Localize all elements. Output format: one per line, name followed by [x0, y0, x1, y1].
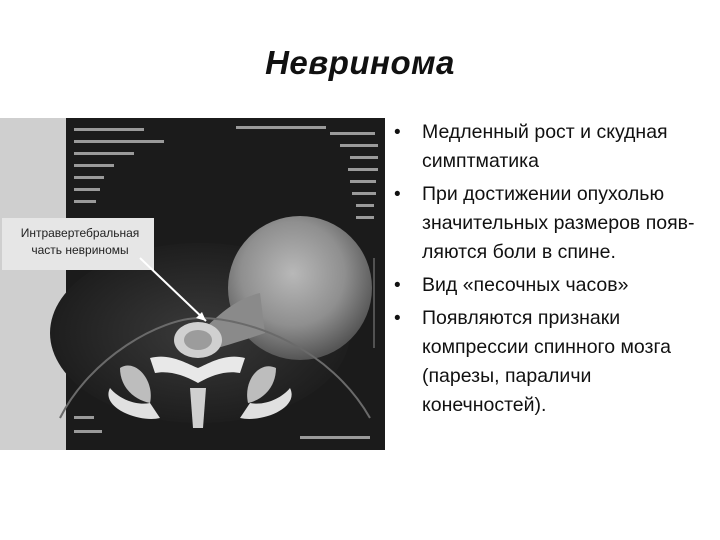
bullet-dot-icon: • — [394, 184, 401, 205]
ct-scan-image — [0, 118, 385, 450]
callout-label — [6, 225, 154, 259]
bullet-text: Медленный рост и скудная симптматика — [422, 121, 668, 172]
bullet-item — [392, 180, 712, 267]
bullet-dot-icon: • — [394, 308, 401, 329]
bullet-text: Появляются признаки компрессии спинного мозга (парезы, параличи конечностей). — [422, 307, 671, 416]
slide-title: Невринома — [265, 44, 455, 81]
bullet-dot-icon: • — [394, 122, 401, 143]
bullet-item — [392, 271, 712, 300]
bullet-text: Вид «песочных часов» — [422, 274, 629, 296]
bullet-dot-icon: • — [394, 275, 401, 296]
bullet-list — [392, 118, 712, 424]
callout-line-1: Интравертебральная — [20, 226, 140, 240]
callout-line-2: часть невриномы — [31, 243, 129, 257]
bullet-item — [392, 304, 712, 420]
bullet-item — [392, 118, 712, 176]
bullet-text: При достижении опухолью значительных размеров появ-ляются боли в спине. — [422, 183, 695, 263]
